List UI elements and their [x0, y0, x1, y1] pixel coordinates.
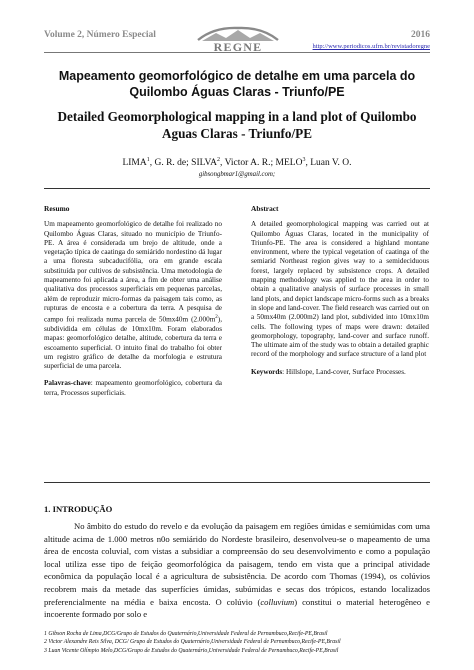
title-portuguese: Mapeamento geomorfológico de detalhe em uma parcela do Quilombo Águas Claras - Triunfo/PE: [58, 69, 416, 99]
title-english: Detailed Geomorphological mapping in a land plot of Quilombo Aguas Claras - Triunfo/PE: [57, 109, 417, 141]
year-label: 2016: [411, 30, 430, 40]
introduction-paragraph: No âmbito do estudo do revelo e da evolução da paisagem em regiões úmidas e semiúmidas com uma altitude acima de 1.000 metros n0o semiárido do Nordeste brasileiro, desenvolveu-se o mapeamento de uma área de encosta coluvial, com vistas a subsidiar a compreensão do seu desenvolvimento e como a população local utiliza esse tipo de feição geomorfológica da paisagem, tendo em vista que a principal atividade econômica da população local é a agricultura de subsistência. De acordo com Thomas (1994), os colúvios recobrem mais da metade das superfícies úmidas, subúmidas e secas dos trópicos, estando localizados preferencialmente na média e baixa encosta. O colúvio (colluvium) constitui o material heterogêneo e incoerente formado por solo e: [44, 521, 430, 620]
resumo-text: Um mapeamento geomorfológico de detalhe foi realizado no Quilombo Águas Claras, situado no município de Triunfo-PE. A área é considerada um brejo de altitude, onde a vegetação típica de caatinga do semiárido nordestino dá lugar a uma floresta subcaducifólia, ora em grande escala substituída por cultivos de subsistência. Uma metodologia de mapeamento foi aplicada a área, a fim de obter uma análise qualitativa dos processos superficiais em pequenas parcelas, além de reproduzir micro-formas da paisagem tais como, as rupturas de encosta e a cobertura da terra. A pesquisa de campo foi realizada numa parcela de 50mx40m $(2.000m^2)$, subdividida em células de 10mx10m. Foram elaborados mapas: geomorfológico detalhe, altitude, cobertura da terra e escoamento superficial. O intuito final do trabalho foi obter um registro gráfico de detalhe da morfologia e estrutura superficial de uma parcela.: [44, 220, 222, 371]
footnote-3: 3 Luan Vicente Olímpio Melo,DCG/Grupo de Estudos do Quaternário,Universidade Federal de Pernambuco,Recife-PE,Brasil: [44, 647, 339, 654]
resumo-keywords: Palavras-chave: mapeamento geomorfológico, cobertura da terra, Processos superficiais.: [44, 379, 222, 397]
journal-url-link[interactable]: http://www.periodicos.ufrn.br/revistadoregne: [312, 43, 430, 50]
abstract-keywords: Keywords: Hillslope, Land-cover, Surface Processes.: [251, 367, 406, 376]
footnote-2: 2 Victor Alexandre Reis Silva, DCG/ Grupo de Estudos do Quaternário,Universidade Federal de Pernambuco,Recife-PE,Brasil: [44, 639, 341, 646]
abstract-text: A detailed geomorphological mapping was carried out at Quilombo Águas Claras, located in the municipality of Triunfo-PE. The area is considered a highland montane environment, where the typical vegetation of caatinga of the semiarid Northeast region gives way to a semideciduous forest, largely replaced by subsistence crops. A detailed mapping methodology was applied to the area in order to obtain a qualitative analysis of surface processes in small land plots, and depict landscape micro-forms such as a breaks in slope and land-cover. The field research was carried out on a 50mx40m (2.000m2) land plot, subdivided into 10mx10m cells. The following types of maps were drawn: detailed geomorphology, topography, land-cover and surface runoff. The ultimate aim of the study was to obtain a detailed graphic record of the morphology and surface structure of a land plot: [251, 220, 429, 359]
section-heading-introduction: 1. INTRODUÇÃO: [44, 504, 113, 514]
abstract-top-rule: [44, 188, 430, 189]
footnote-1: 1 Gibson Rocha de Lima,DCG/Grupo de Estudos do Quaternário,Universidade Federal de Pernambuco,Recife-PE,Brasil: [44, 631, 328, 637]
resumo-column: [44, 204, 222, 398]
journal-logo-text: REGNE: [213, 40, 263, 54]
resumo-heading: Resumo: [44, 204, 70, 213]
author-email: gibsongbmar1@gmail.com;: [198, 171, 276, 178]
journal-logo: [192, 24, 284, 54]
page-header: [0, 0, 474, 62]
header-divider: [44, 52, 430, 53]
author-list: LIMA$^1$, G. R. de; SILVA$^2$, Victor A. R.; MELO$^3$, Luan V. O.: [122, 157, 352, 169]
abstract-column: [251, 204, 429, 377]
abstract-bottom-rule: [44, 482, 430, 483]
footnotes: [44, 630, 434, 655]
abstract-heading: Abstract: [251, 204, 279, 213]
volume-label: Volume 2, Número Especial: [44, 30, 156, 40]
